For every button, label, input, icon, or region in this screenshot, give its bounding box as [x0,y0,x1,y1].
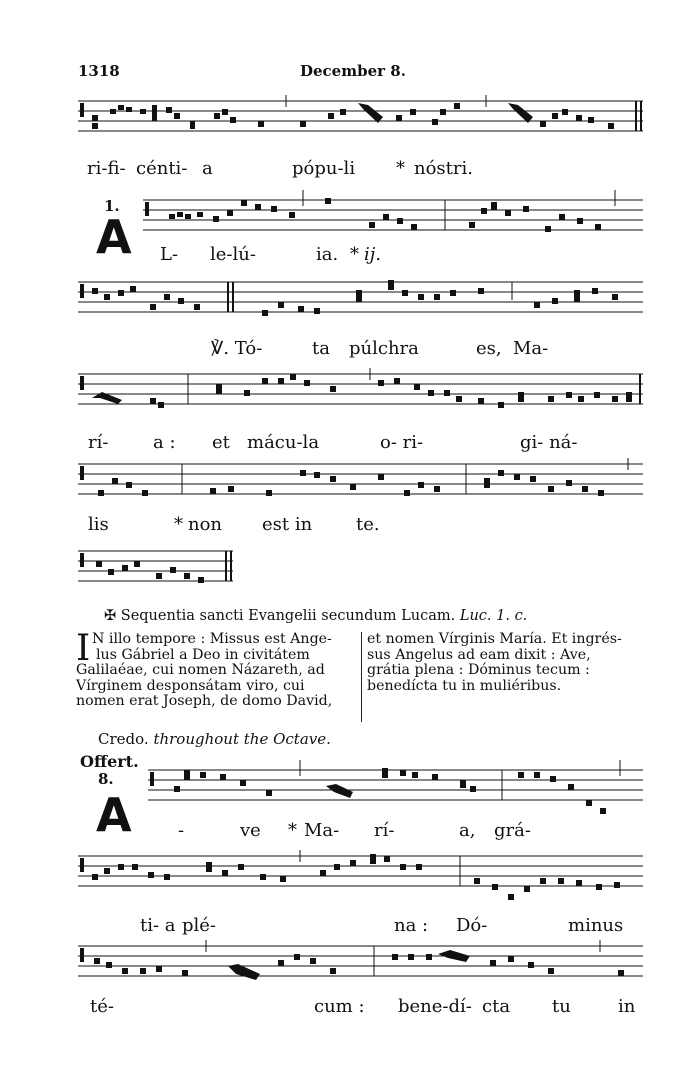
chant-staff-5 [78,458,643,513]
lyric: est in [262,514,313,535]
running-title: December 8. [300,62,406,80]
lyric: grá- [494,820,531,841]
text-line: lus Gábriel a Deo in civitátem [96,646,310,663]
lyric: na : [394,915,429,936]
text-line: grátia plena : Dóminus tecum : [367,662,590,679]
text-line: N illo tempore : Missus est Ange- [92,631,332,647]
staff-lines [148,758,643,818]
cross-icon: ✠ [104,608,117,624]
chant-staff-1 [78,95,643,145]
lyric: a : [153,432,176,453]
lyric: cénti- [136,158,188,179]
lyric: plé- [182,915,217,936]
lyric: te. [356,514,380,535]
gospel-left-column [76,631,358,710]
text-line: benedícta tu in muliéribus. [367,677,562,694]
lyric: et [212,432,230,453]
lyric: non [188,514,223,535]
lyric: rí- [374,820,395,841]
staff-lines [78,458,643,513]
lyric: ri-fi- [87,158,126,179]
chant-staff-9 [78,940,643,995]
lyric: pópu-li [292,158,356,179]
staff-lines [143,188,643,248]
lyric: * [174,514,183,535]
lyric: bene-dí- [398,996,472,1017]
chant-staff-8 [78,850,643,910]
lyric: nóstri. [414,158,473,179]
lyric: * [288,820,297,841]
mode-number: 1. [104,197,120,215]
text-line: sus Angelus ad eam dixit : Ave, [367,646,591,663]
lyric: * [396,158,405,179]
lyric: Dó- [456,915,488,936]
offertory-initial: A [96,788,132,842]
lyric: in [618,996,636,1017]
offertory-label: Offert. [80,752,139,771]
lyric: té- [90,996,114,1017]
column-divider [361,632,362,722]
lyric: Ma- [304,820,340,841]
lyric: tu [552,996,571,1017]
lyric: rí- [88,432,109,453]
drop-initial: I [76,628,91,669]
lyric: minus [568,915,624,936]
initial-letter: A [96,210,132,264]
text-line: Galilaéae, cui nomen Názareth, ad [76,662,325,679]
credo-note [98,730,331,748]
lyric: es, [476,338,502,359]
lyric: Ma- [513,338,549,359]
lyric: lis [88,514,109,535]
gospel-right-column [367,632,646,694]
sequentia-reference: Luc. 1. c. [459,608,528,624]
credo-rubric: throughout the Octave. [153,730,331,748]
chant-staff-6 [78,545,238,595]
staff-lines [78,95,643,145]
credo-word: Credo. [98,730,149,748]
lyric: ia. [316,244,339,265]
lyric: ve [240,820,261,841]
text-line: nomen erat Joseph, de domo David, [76,693,333,710]
chant-staff-3 [78,276,643,326]
lyric: ij. [364,244,382,265]
lyric: * [350,244,359,265]
staff-lines [78,850,643,910]
lyric: púlchra [349,338,419,359]
staff-lines [78,940,643,995]
lyric: ta [312,338,330,359]
page-number: 1318 [78,62,120,80]
lyric: mácu-la [247,432,320,453]
lyric: le-lú- [210,244,256,265]
offertory-mode: 8. [98,770,114,788]
lyric: o- ri- [380,432,424,453]
lyric: ℣. Tó- [211,338,263,359]
lyric: a [202,158,213,179]
sequentia-title: Sequentia sancti Evangelii secundum Lucam. [120,608,456,624]
lyric: L- [160,244,179,265]
text-line: et nomen Vírginis María. Et ingrés- [367,631,622,647]
lyric: cta [482,996,511,1017]
sequentia-heading [104,608,527,624]
staff-lines [78,276,643,326]
staff-lines [78,368,643,423]
lyric: - [178,820,185,841]
staff-lines [78,545,238,595]
lyric: ti- a [140,915,176,936]
lyric: a, [459,820,476,841]
chant-staff-7 [148,758,643,818]
chant-staff-2 [143,188,643,248]
lyric: gi- ná- [520,432,578,453]
text-line: Vírginem desponsátam viro, cui [76,677,305,694]
chant-staff-4 [78,368,643,423]
lyric: cum : [314,996,365,1017]
